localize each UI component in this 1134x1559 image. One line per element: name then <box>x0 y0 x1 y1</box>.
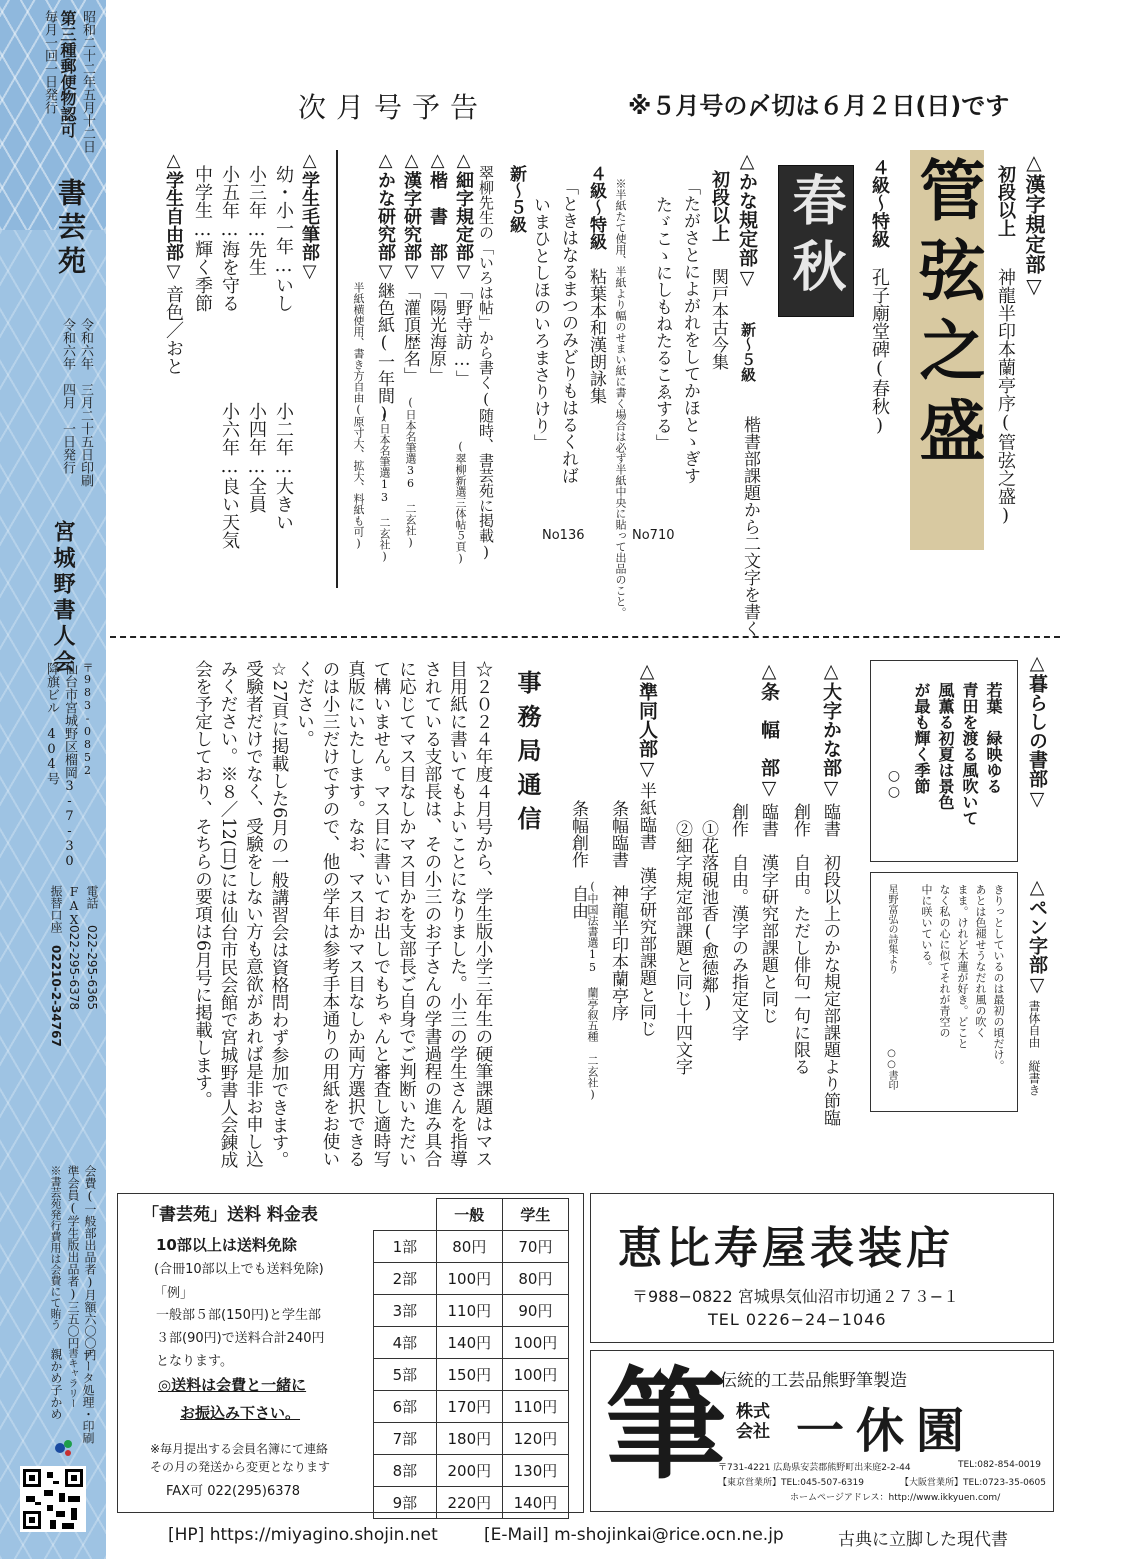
fee-note-1: ※毎月提出する会員名簿にて連絡 <box>150 1442 329 1456</box>
jundojin-text-3: 条幅創作 自由 <box>568 800 588 919</box>
kanji-heading: △漢字規定部▽ <box>1022 150 1046 298</box>
kana-grade-1: 初段以上 <box>709 170 730 242</box>
permit-line-3: 毎月一回一日発行 <box>42 10 57 114</box>
ad-ebisuya-name: 恵比寿屋表装店 <box>618 1223 954 1274</box>
jundojin-text-2-note: (中国法書選15 蘭亭叙五種 二玄社) <box>586 880 599 1101</box>
fee-row <box>374 1231 569 1263</box>
fee-general: 100円 <box>436 1263 502 1295</box>
kana-text-2: 楷書部課題から二文字を書く <box>740 416 760 637</box>
data-credit-3: 親かめ子かめ <box>49 1348 63 1420</box>
fee-copies: 3部 <box>374 1295 437 1327</box>
fee-row <box>374 1391 569 1423</box>
qr-code <box>20 1466 86 1532</box>
fee-example: 「例」 <box>154 1286 194 1301</box>
ad-ikkyuen-logo: 筆 <box>606 1355 726 1496</box>
kurashi-poem-3: 風薫る初夏は景色 <box>936 682 955 810</box>
jiyu-text: 音色／おと <box>163 285 184 375</box>
student-year-5: 小五年…海を守る <box>219 165 240 312</box>
jofuku-text-1: 臨書 漢字研究部課題と同じ <box>758 803 778 1024</box>
furikae-label: 振替口座 <box>49 885 63 933</box>
saiji-note: (翠柳新選三体帖５頁) <box>454 440 467 565</box>
fee-example-1: 一般部５部(150円)と学生部 <box>156 1308 321 1323</box>
jimukyoku-paragraph-2: ☆27頁に掲載した6月の一般講習会は資格問わず参加できます。受験者だけでなく、受験をしない方も意欲があれば是非お申し込みください。※８／12(日)には仙台市民会館で宮城野書人会錬成会を予定しており、そちらの要項は6月号に掲載します。 <box>192 660 289 1169</box>
fee-general: 80円 <box>436 1231 502 1263</box>
kurashi-poem-4: が最も輝く季節 <box>912 682 931 794</box>
kana-grade-4: 新〜５級 <box>506 165 526 233</box>
daiji-text-1: 臨書 初段以上のかな規定部課題より節臨 <box>820 803 840 1126</box>
fee-general: 150円 <box>436 1359 502 1391</box>
fee-general: 180円 <box>436 1423 502 1455</box>
jundojin-text-2: 条幅臨書 神龍半印本蘭亭序 <box>608 800 628 1021</box>
fee-general: 110円 <box>436 1295 502 1327</box>
data-credit-1: データ処理・印刷 <box>81 1348 95 1444</box>
footer-motto: 古典に立脚した現代書 <box>838 1530 1008 1550</box>
saiji-text: 「野寺訪…」 <box>452 282 472 387</box>
permit-line-1: 昭和二十二年五月十二日 <box>80 10 95 153</box>
saiji-heading: △細字規定部▽ <box>453 150 474 282</box>
dashed-separator <box>110 636 1060 638</box>
fee-col-blank <box>374 1199 437 1231</box>
fee-general: 140円 <box>436 1327 502 1359</box>
ad-ikkyuen-tel: TEL:082-854-0019 <box>958 1460 1041 1470</box>
furikae-number: 02210-2-34767 <box>49 945 63 1047</box>
fax-label: FAX <box>67 885 81 927</box>
pen-note: 書体自由 縦書き <box>1027 1000 1041 1096</box>
fee-row <box>374 1263 569 1295</box>
fee-pay-2: お振込み下さい。 <box>180 1404 301 1422</box>
fee-copies: 8部 <box>374 1455 437 1487</box>
kanken-note: (日本名筆選36 二玄社) <box>404 396 417 549</box>
kana-number-3: No136 <box>542 528 585 543</box>
next-issue-title: 次月号予告 <box>298 91 489 124</box>
kanaken-heading: △かな研究部▽ <box>375 150 396 282</box>
kana-number-1: No710 <box>632 528 675 543</box>
kaisho-heading: △楷 書 部▽ <box>427 150 448 282</box>
fee-student: 120円 <box>502 1423 568 1455</box>
fee-copies: 7部 <box>374 1423 437 1455</box>
ad-ikkyuen-address: 〒731-4221 広島県安芸郡熊野町出来庭2-2-44 <box>718 1463 911 1473</box>
kana-text-4: 翠柳先生の「いろは帖」から書く(随時、書芸苑に掲載) <box>477 165 495 561</box>
kana-text-3b: いまひとしほのいろまさりけり」 <box>530 196 550 451</box>
jofuku-heading: △条 幅 部▽ <box>758 660 780 799</box>
kanji-grade-1: 初段以上 <box>995 165 1016 237</box>
kanji-text-2: 孔子廟堂碑(春秋) <box>869 268 890 436</box>
student-year-7: 中学生…輝く季節 <box>192 165 213 312</box>
fee-line-2: 準会員(学生版出品者)三五〇円 <box>66 1165 80 1349</box>
fee-col-general: 一般 <box>436 1199 502 1231</box>
kanji-grade-2: ４級〜特級 <box>869 158 890 248</box>
fee-example-3: となります。 <box>156 1354 233 1369</box>
fee-student: 90円 <box>502 1295 568 1327</box>
kanji-text-1: 神龍半印本蘭亭序(管弦之盛) <box>995 268 1016 526</box>
fee-copies: 9部 <box>374 1487 437 1519</box>
fee-line-1: 会費(一般部出品者)月額六〇〇円 <box>83 1165 97 1361</box>
daiji-heading: △大字かな部▽ <box>820 660 842 799</box>
kanaken-text: 継色紙(一年間) <box>374 282 394 424</box>
fee-note-2: その月の発送から変更となります <box>150 1460 331 1474</box>
fee-title: 「書芸苑」送料 料金表 <box>142 1205 318 1225</box>
fee-student: 100円 <box>502 1327 568 1359</box>
student-year-4: 小四年…全員 <box>246 402 267 513</box>
pen-line-5: 中に咲いている。 <box>920 884 933 972</box>
issue-date: 令和六年 四月 一日発行 <box>60 318 75 474</box>
fee-general: 170円 <box>436 1391 502 1423</box>
kana-text-1: 「たがさとによがれをしてかほとゝぎす <box>680 178 700 484</box>
deadline-notice: ※５月号の〆切は６月２日(日)です <box>628 92 1010 120</box>
kurashi-heading: △暮らしの書部▽ <box>1026 652 1048 810</box>
jofuku-text-2: 創作 自由。漢字のみ指定文字 <box>728 803 748 1041</box>
fee-pay-1: ◎送料は会費と一緒に <box>158 1376 307 1394</box>
pen-line-7: ○○書印 <box>886 1048 897 1090</box>
kanaken-note: (日本名筆選13 二玄社) <box>378 410 391 563</box>
kanaken-note-2: 半紙横使用、書き方自由(原寸大、拡大、料紙も可) <box>352 282 365 550</box>
footer-hp[interactable]: [HP] https://miyagino.shojin.net <box>168 1525 438 1545</box>
jundojin-heading: △準同人部▽ <box>636 660 658 780</box>
fee-copies: 6部 <box>374 1391 437 1423</box>
jofuku-text-4: ②細字規定部課題と同じ十四文字 <box>672 820 692 1075</box>
tel-label: 電話 <box>85 885 99 909</box>
section-divider <box>336 150 338 588</box>
kana-text-1b: たゞこゝにしもねたるこゑする」 <box>652 196 672 451</box>
fee-row <box>374 1327 569 1359</box>
pen-line-3: まま。けれど木蓮が好き。どこと <box>956 884 969 1049</box>
fee-student: 100円 <box>502 1359 568 1391</box>
kanji-sample-2: 春秋 <box>778 165 854 317</box>
print-date: 令和六年 三月二十五日印刷 <box>78 318 93 487</box>
jundojin-text-1: 半紙臨書 漢字研究部課題と同じ <box>636 782 656 1037</box>
jimukyoku-heading: 事務局通信 <box>513 670 541 840</box>
kana-heading: △かな規定部▽ <box>736 150 758 289</box>
fee-student: 80円 <box>502 1263 568 1295</box>
address-text: 仙台市宮城野区榴岡3-7-30 <box>62 662 77 869</box>
fee-row <box>374 1295 569 1327</box>
kanji-sample-1: 管弦之盛 <box>910 150 984 550</box>
kaisho-text: 「陽光海原」 <box>426 282 446 384</box>
fee-general: 220円 <box>436 1487 502 1519</box>
pen-line-6: 星野富弘の詩集より <box>886 884 897 974</box>
student-year-2: 小二年…大きい <box>273 402 294 531</box>
ad-ikkyuen-tokyo: 【東京営業所】TEL:045-507-6319 <box>718 1478 864 1488</box>
fee-table <box>373 1198 569 1519</box>
ad-ebisuya-tel: TEL 0226−24−1046 <box>708 1310 887 1329</box>
fee-example-2: ３部(90円)で送料合計240円 <box>156 1331 325 1346</box>
student-year-3: 小三年…先生 <box>246 165 267 276</box>
jimukyoku-body <box>150 660 495 1170</box>
jimukyoku-paragraph-1: ☆２０２４年度４月号から、学生版小学三年生の硬筆課題はマス目用紙に書いてもよいことになりました。小三の学生さんを指導されている支部長は、その小三のお子さんの学書過程の進み具合に応じてマス目なしかマス目かを支部長ご自身でご判断いただいて構いません。マス目に書いてお出しでもちゃんと審査し適時写真版にいたします。なお、マス目かマス目なしか両方選択できるのは小三だけですので、他の学年は参考手本通りの用紙をお使いください。 <box>294 660 493 1168</box>
fee-student: 130円 <box>502 1455 568 1487</box>
ad-ikkyuen-kabushiki: 株式会社 <box>736 1402 770 1442</box>
zip-code: 〒983-0852 <box>81 662 94 777</box>
kana-text-3: 「ときはなるまつのみどりもはるくれば <box>558 178 578 484</box>
fee-row <box>374 1423 569 1455</box>
ad-ebisuya-address: 〒988−0822 宮城県気仙沼市切通２７３−１ <box>632 1287 960 1306</box>
pen-line-4: なく私の心に似てそれが青空の <box>938 884 951 1038</box>
kana-source-3: 粘葉本和漢朗詠集 <box>586 268 606 404</box>
fee-copies: 5部 <box>374 1359 437 1391</box>
fee-fax: FAX可 022(295)6378 <box>166 1484 301 1499</box>
mohitsu-heading: △学生毛筆部▽ <box>299 150 320 282</box>
fee-free: 10部以上は送料免除 <box>156 1236 297 1254</box>
fee-copies: 1部 <box>374 1231 437 1263</box>
fee-student: 110円 <box>502 1391 568 1423</box>
fee-student: 70円 <box>502 1231 568 1263</box>
kurashi-poem-2: 青田を渡る風吹いて <box>960 682 979 826</box>
fee-row <box>374 1359 569 1391</box>
fee-free-note: (合冊10部以上でも送料免除) <box>154 1262 324 1277</box>
org-name: 宮城野書人会 <box>50 520 76 676</box>
kana-note: ※半紙たて使用、半紙より幅のせまい紙に書く場合は必ず半紙中央に貼って出品のこと。 <box>614 178 627 618</box>
kurashi-poem-5: ○○ <box>886 768 902 800</box>
fee-col-student: 学生 <box>502 1199 568 1231</box>
permit-line-2: 第三種郵便物認可 <box>58 10 77 138</box>
ad-ikkyuen-osaka: 【大阪営業所】TEL:0723-35-0605 <box>900 1478 1046 1488</box>
tel-number: 022-295-6365 <box>85 925 99 1011</box>
fee-row <box>374 1455 569 1487</box>
kana-source-1: 関戸本古今集 <box>708 268 728 370</box>
kana-grade-2: 新〜５級 <box>739 322 757 382</box>
bldg-text: 降旗ビル 404号 <box>44 662 59 785</box>
fee-general: 200円 <box>436 1455 502 1487</box>
ad-ikkyuen-tagline: 伝統的工芸品熊野筆製造 <box>720 1371 907 1391</box>
fee-line-3: ※書芸苑発行費用は会費にて賄う <box>49 1165 62 1330</box>
fee-student: 140円 <box>502 1487 568 1519</box>
fee-copies: 2部 <box>374 1263 437 1295</box>
fee-copies: 4部 <box>374 1327 437 1359</box>
kana-grade-3: ４級〜特級 <box>586 165 606 250</box>
magazine-title: 書芸苑 <box>54 178 87 280</box>
jiyu-heading: △学生自由部▽ <box>163 150 184 282</box>
pen-line-1: きりっとしているのは最初の頃だけ。 <box>992 884 1005 1071</box>
data-credit-2: 書キャラリー <box>66 1348 77 1408</box>
footer-email[interactable]: [E-Mail] m-shojinkai@rice.ocn.ne.jp <box>484 1525 784 1545</box>
student-year-1: 幼・小一年…いし <box>273 165 294 312</box>
pen-line-2: あとは色褪せうなだれ風の吹く <box>974 884 987 1038</box>
kurashi-poem-1: 若葉 緑映ゆる <box>984 682 1003 794</box>
jofuku-text-3: ①花落硯池香(愈徳鄰) <box>698 820 718 1013</box>
ad-ikkyuen-hp: ホームページアドレス：http://www.ikkyuen.com/ <box>790 1493 1001 1503</box>
kanken-text: 「灌頂歴名」 <box>400 282 420 384</box>
ad-ikkyuen-name: 一休園 <box>796 1403 977 1459</box>
fax-number: 022-295-6378 <box>67 925 81 1011</box>
kanken-heading: △漢字研究部▽ <box>401 150 422 282</box>
pen-heading: △ペン字部▽ <box>1026 876 1048 996</box>
kamekame-logo <box>52 1436 76 1464</box>
fee-row <box>374 1487 569 1519</box>
student-year-6: 小六年…良い天気 <box>219 402 240 549</box>
daiji-text-2: 創作 自由。ただし俳句一句に限る <box>790 803 810 1075</box>
